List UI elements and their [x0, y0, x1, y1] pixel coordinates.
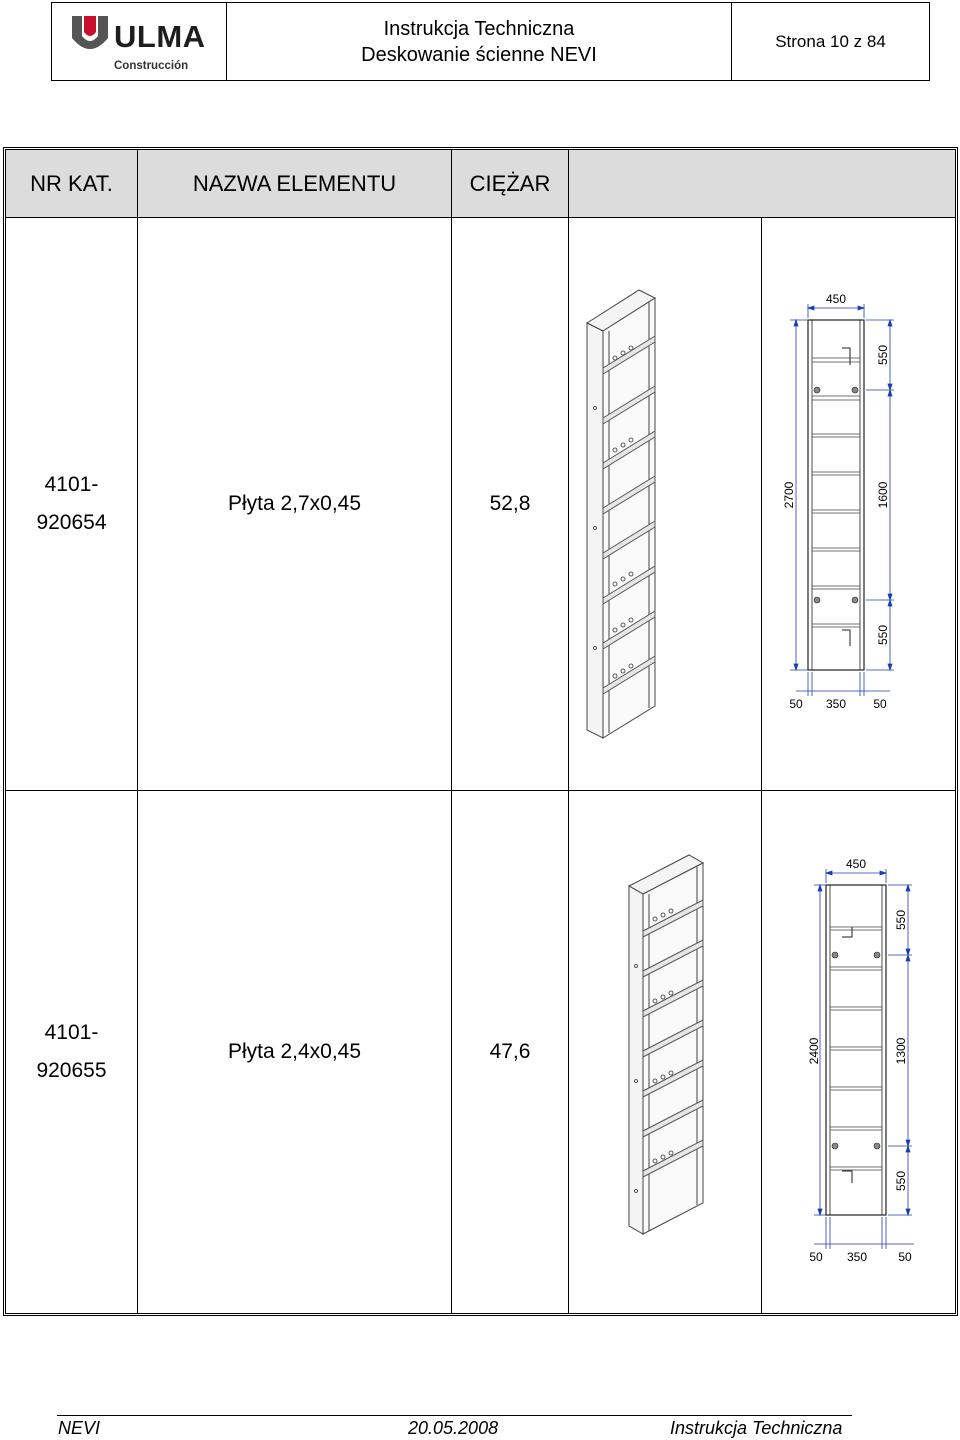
- page-number-text: Strona 10 z 84: [775, 31, 886, 51]
- row1-panel-dimension-drawing: [762, 218, 955, 790]
- row1-weight: [452, 218, 568, 790]
- logo-sub-text: Construcción: [114, 60, 189, 72]
- logo-brand-text: ULMA: [114, 19, 206, 54]
- header-weight: [452, 150, 568, 217]
- ulma-logo-mark-icon: [70, 14, 110, 54]
- row1-dim-middle: 1600: [876, 481, 890, 509]
- footer-divider: [57, 1415, 852, 1416]
- row1-dim-width: 450: [825, 292, 847, 306]
- row2-weight: [452, 791, 568, 1313]
- header-cat-no-text: NR KAT.: [30, 170, 113, 196]
- page-header: [51, 2, 930, 81]
- header-drawing: [569, 150, 955, 217]
- row1-weight-text: 52,8: [489, 492, 531, 515]
- row2-cat-line1: 4101-: [44, 1021, 99, 1044]
- title-line-1: Instrukcja Techniczna: [383, 17, 575, 40]
- header-weight-text: CIĘŻAR: [469, 170, 551, 196]
- row1-cat-line1: 4101-: [44, 473, 99, 496]
- row2-panel-dimension-drawing: [762, 791, 955, 1313]
- row2-dim-b2: 350: [846, 1250, 868, 1264]
- row1-name: [138, 218, 451, 790]
- row2-dim-middle: 1300: [894, 1037, 908, 1065]
- row1-dim-height: 2700: [782, 481, 796, 509]
- row2-dim-b3: 50: [898, 1250, 912, 1264]
- footer-right: Instrukcja Techniczna: [670, 1418, 843, 1438]
- row1-dim-top: 550: [876, 344, 890, 366]
- row1-name-text: Płyta 2,7x0,45: [227, 492, 362, 515]
- row1-dim-b3: 50: [873, 697, 887, 711]
- row2-name-text: Płyta 2,4x0,45: [227, 1040, 362, 1063]
- catalog-table: [3, 147, 958, 1316]
- row2-weight-text: 47,6: [489, 1040, 531, 1063]
- row2-panel-isometric-drawing: [569, 791, 761, 1313]
- row2-dim-height: 2400: [807, 1037, 821, 1065]
- row1-dim-bottom: 550: [876, 624, 890, 646]
- row2-dim-bottom: 550: [894, 1170, 908, 1192]
- row1-dim-b1: 50: [789, 697, 803, 711]
- row2-dim-width: 450: [845, 857, 867, 871]
- row2-cat-line2: 920655: [36, 1059, 107, 1082]
- row1-cat-no: [6, 218, 137, 790]
- footer-left: NEVI: [58, 1418, 101, 1438]
- row2-cat-no: [6, 791, 137, 1313]
- row1-panel-isometric-drawing: [569, 218, 761, 790]
- row1-cat-line2: 920654: [36, 511, 107, 534]
- document-title: [227, 3, 732, 80]
- row2-dim-b1: 50: [809, 1250, 823, 1264]
- footer-date: 20.05.2008: [408, 1418, 499, 1438]
- row2-name: [138, 791, 451, 1313]
- header-cat-no: [6, 150, 137, 217]
- row1-dim-b2: 350: [825, 697, 847, 711]
- page-number: [732, 3, 929, 80]
- header-element-name-text: NAZWA ELEMENTU: [192, 170, 397, 196]
- title-line-2: Deskowanie ścienne NEVI: [361, 43, 597, 66]
- ulma-logo: [52, 3, 227, 80]
- header-element-name: [138, 150, 451, 217]
- row2-dim-top: 550: [894, 909, 908, 931]
